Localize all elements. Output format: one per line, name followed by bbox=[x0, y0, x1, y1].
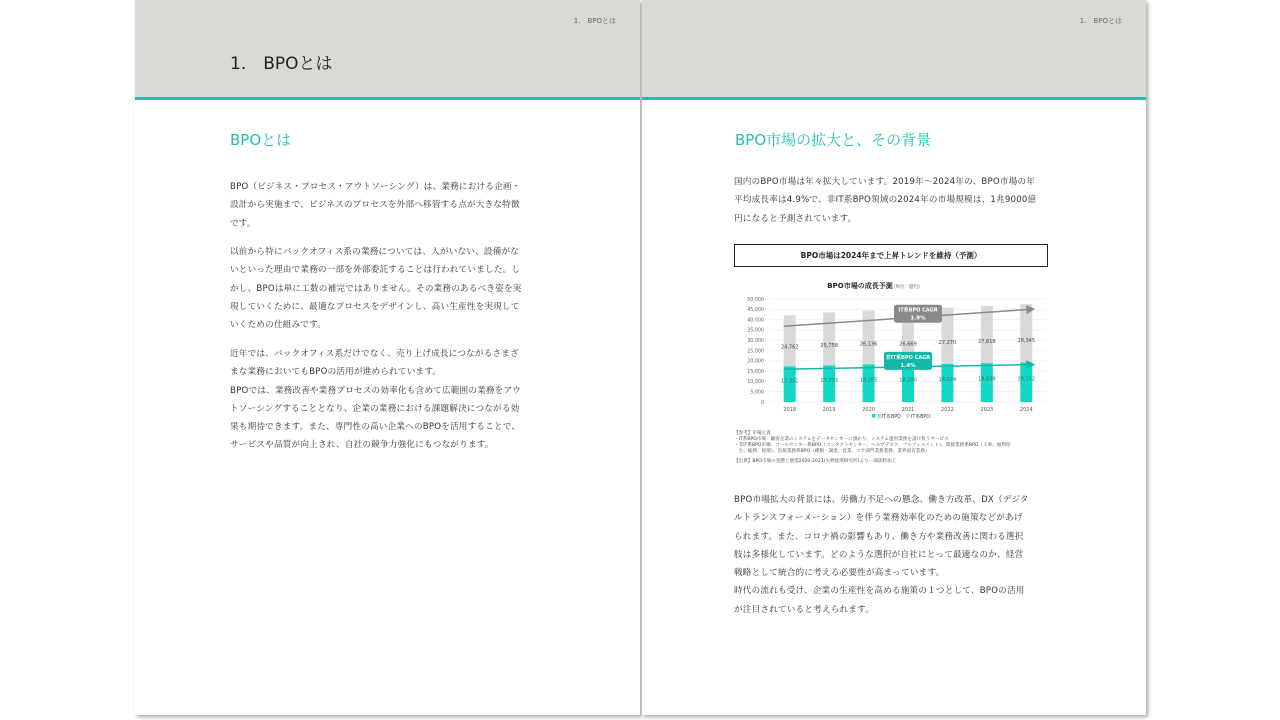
bar-label-non-it: 19,152 bbox=[1017, 376, 1036, 383]
bar-label-non-it: 18,255 bbox=[859, 377, 878, 384]
x-tick-label: 2018 bbox=[783, 407, 797, 413]
y-tick-label: 5,000 bbox=[750, 390, 764, 396]
x-tick-label: 2020 bbox=[862, 407, 875, 413]
text-line: 時代の流れも受け、企業の生産性を高める施策の１つとして、BPOの活用 bbox=[734, 586, 1025, 597]
text-line: 円になると予測されています。 bbox=[734, 213, 857, 224]
section-title: BPO市場の拡大と、その背景 bbox=[735, 131, 932, 149]
text-line: です。 bbox=[230, 218, 256, 229]
text-line: られます。また、コロナ禍の影響もあり、働き方や業務改善に関わる選択 bbox=[734, 531, 1024, 542]
cagr-callout-title: IT系BPO CAGR bbox=[898, 307, 938, 314]
bar-it-bpo bbox=[1020, 304, 1032, 362]
header-accent-line bbox=[642, 97, 1146, 100]
x-tick-label: 2022 bbox=[941, 407, 954, 413]
text-line: 設計から実施まで、ビジネスのプロセスを外部へ移管する点が大きな特徴 bbox=[230, 200, 520, 211]
x-axis-ticks bbox=[783, 407, 1032, 413]
chart-unit-label: （単位：億円） bbox=[891, 285, 923, 290]
x-tick-label: 2023 bbox=[980, 407, 994, 413]
y-tick-label: 20,000 bbox=[747, 359, 764, 365]
market-growth-chart bbox=[734, 272, 1052, 422]
y-tick-label: 50,000 bbox=[747, 297, 764, 303]
text-line: BPO市場拡大の背景には、労働力不足への懸念、働き方改革、DX（デジタ bbox=[734, 495, 1029, 505]
chapter-title: 1. BPOとは bbox=[230, 54, 333, 74]
header-accent-line bbox=[135, 97, 640, 100]
paragraph-3 bbox=[230, 345, 550, 455]
left-page bbox=[135, 0, 640, 715]
text-line: かし、BPOは単に工数の補完ではありません。その業務のあるべき姿を実 bbox=[230, 283, 522, 294]
running-header: 1. BPOとは bbox=[1079, 17, 1122, 25]
y-tick-label: 40,000 bbox=[747, 318, 764, 324]
paragraph-1 bbox=[230, 178, 550, 233]
text-line: ルトランスフォーメーション）を伴う業務効率化のための施策などがあげ bbox=[734, 513, 1023, 524]
text-line: BPOでは、業務改善や業務プロセスの効率化も含めて広範囲の業務をアウ bbox=[230, 385, 522, 396]
y-tick-label: 35,000 bbox=[747, 328, 764, 334]
text-line: 現していくために、最適なプロセスをデザインし、高い生産性を実現して bbox=[230, 301, 520, 312]
header-band bbox=[135, 0, 640, 97]
text-line: まな業務においてもBPOの活用が進められています。 bbox=[230, 367, 442, 378]
legend-swatch-non-it bbox=[872, 414, 876, 418]
bar-label-it: 28,345 bbox=[1017, 338, 1036, 345]
bar-label-it: 26,136 bbox=[859, 341, 878, 348]
cagr-callout-value: 1.9% bbox=[910, 315, 926, 322]
chart-legend bbox=[872, 413, 930, 420]
text-line: 肢は多様化しています。どのような選択が自社にとって最適なのか、経営 bbox=[734, 549, 1024, 560]
note-line: 生、総務、経理）、直接業務系BPO（種類・調達、営業、コア部門業務業務、業界固有業務） bbox=[734, 449, 930, 454]
y-tick-label: 30,000 bbox=[747, 339, 764, 344]
bar-it-bpo bbox=[823, 312, 835, 365]
legend-swatch-it bbox=[906, 414, 910, 418]
legend-label: 非IT系BPO bbox=[877, 415, 901, 420]
bar-label-it: 27,818 bbox=[978, 339, 996, 346]
text-line: いといった理由で業務の一部を外部委託することは行われていました。し bbox=[230, 265, 521, 276]
x-tick-label: 2024 bbox=[1019, 407, 1033, 413]
text-line: 戦略として統合的に考える必要性が高まっています。 bbox=[734, 568, 945, 579]
bar-it-bpo bbox=[784, 315, 796, 366]
chart-title: BPO市場の成長予測 bbox=[827, 282, 893, 290]
text-line: トソーシングすることとなり、企業の業務における課題解決につながる効 bbox=[230, 403, 520, 414]
bar-it-bpo bbox=[863, 311, 875, 365]
cagr-callout-value: 1.4% bbox=[900, 362, 916, 369]
y-tick-label: 0 bbox=[760, 400, 764, 406]
note-line: 【参考】市場定義 bbox=[734, 431, 771, 436]
bar-label-it: 24,762 bbox=[780, 344, 799, 351]
cagr-callout-title: 非IT系BPO CAGR bbox=[885, 354, 931, 361]
y-tick-label: 25,000 bbox=[747, 349, 764, 355]
bar-label-it: 26,669 bbox=[899, 341, 917, 348]
text-line: サービスや品質が向上され、自社の競争力強化にもつながります。 bbox=[230, 440, 494, 451]
y-tick-label: 15,000 bbox=[747, 369, 764, 375]
bar-label-non-it: 17,351 bbox=[780, 378, 799, 385]
text-line: いくための仕組みです。 bbox=[230, 320, 327, 331]
y-tick-label: 45,000 bbox=[747, 308, 764, 314]
x-tick-label: 2019 bbox=[822, 407, 836, 413]
bar-label-it: 25,758 bbox=[820, 342, 838, 349]
text-line: 国内のBPO市場は年々拡大しています。2019年～2024年の、BPO市場の年 bbox=[734, 177, 1036, 187]
note-line: ・IT系BPO市場：顧客企業のシステムをデータセンターに預かり、システム運用業務を請け負うサービス bbox=[734, 437, 949, 442]
chart-headline-box: BPO市場は2024年まで上昇トレンドを維持（予測） bbox=[734, 244, 1048, 267]
bar-label-non-it: 17,733 bbox=[820, 377, 838, 384]
bar-it-bpo bbox=[981, 306, 993, 363]
paragraph-2 bbox=[230, 243, 550, 334]
text-line: 近年では、バックオフィス系だけでなく、売り上げ成長につながるさまざ bbox=[230, 349, 519, 359]
right-page bbox=[642, 0, 1146, 715]
note-line: ・非IT系BPO市場：コールセンター系BPO（コンタクトセンター、ヘルプデスク、フルフィルメント）、間接業務系BPO（人事、福利厚 bbox=[734, 443, 1011, 448]
header-band bbox=[642, 0, 1146, 97]
text-line: 以前から特にバックオフィス系の業務については、人がいない、設備がな bbox=[230, 247, 520, 257]
bar-label-non-it: 18,200 bbox=[899, 377, 917, 384]
source-line: 【出典】BPO市場の実態と展望2020-2021(矢野経済研究所)より一部抜粋加工 bbox=[734, 459, 897, 464]
bar-it-bpo bbox=[941, 308, 953, 364]
y-tick-label: 10,000 bbox=[747, 380, 764, 386]
text-line: BPO（ビジネス・プロセス・アウトソーシング）は、業務における企画・ bbox=[230, 182, 521, 192]
bar-label-it: 27,270 bbox=[938, 340, 957, 347]
x-tick-label: 2021 bbox=[901, 407, 915, 413]
section-title: BPOとは bbox=[230, 131, 292, 149]
intro-paragraph bbox=[734, 173, 1054, 228]
running-header: 1. BPOとは bbox=[573, 17, 616, 25]
text-line: が注目されていると考えられます。 bbox=[734, 604, 875, 615]
chart-notes bbox=[734, 431, 1054, 465]
text-line: 平均成長率は4.9%で、非IT系BPO領域の2024年の市場規模は、1兆9000億 bbox=[734, 195, 1037, 206]
y-axis-ticks bbox=[747, 297, 764, 406]
bar-label-non-it: 18,838 bbox=[978, 376, 996, 383]
bar-label-non-it: 18,524 bbox=[938, 377, 957, 384]
closing-paragraph bbox=[734, 491, 1054, 619]
text-line: 果も期待できます。また、専門性の高い企業へのBPOを活用することで、 bbox=[230, 422, 521, 433]
legend-label: IT系BPO bbox=[911, 415, 931, 420]
